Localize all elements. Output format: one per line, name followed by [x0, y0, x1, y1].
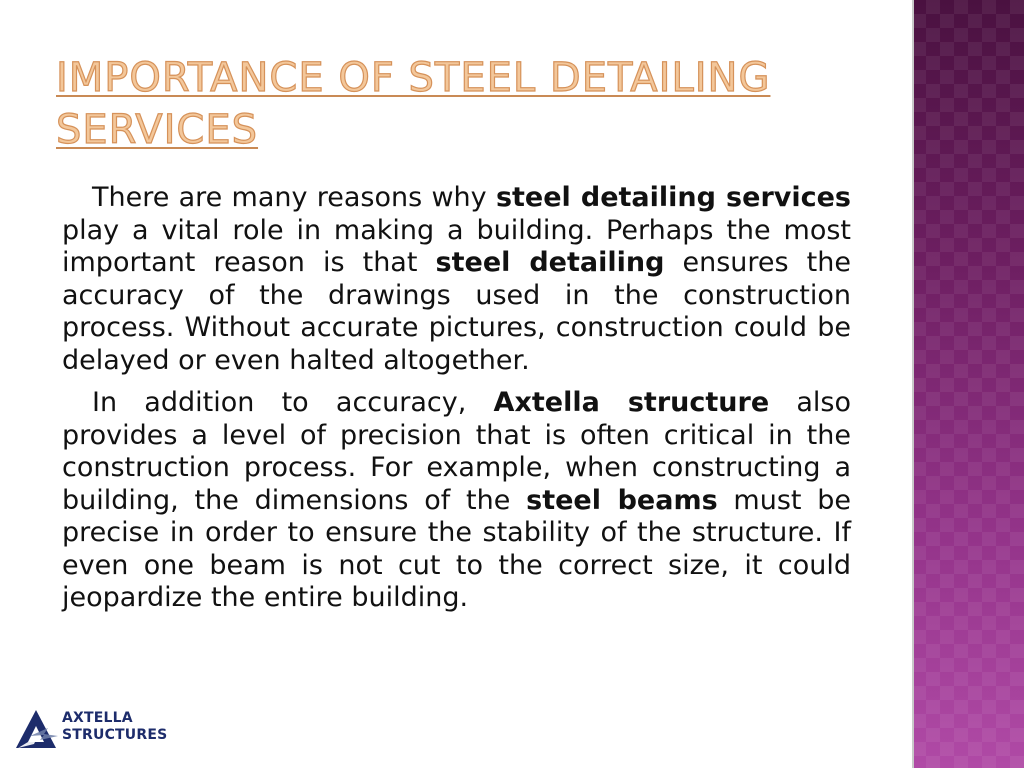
- slide-title-text: IMPORTANCE OF STEEL DETAILING SERVICES: [56, 55, 771, 153]
- slide-body: [62, 182, 851, 625]
- slide-title: [56, 52, 876, 156]
- paragraph-1-bold-run: steel detailing: [435, 247, 665, 278]
- paragraph-2-bold-run: Axtella structure: [493, 387, 770, 418]
- side-band-divider: [912, 0, 914, 768]
- paragraph-1-run: play a vital role in making a building. Perhaps the most important reason is that: [62, 214, 851, 278]
- paragraph-2: [62, 387, 851, 615]
- paragraph-1-run: ensures the accuracy of the drawings used in the construction process. Without accurate pictures, construction could be delayed or even halted altogether.: [62, 247, 851, 376]
- axtella-a-triangle-icon: [14, 706, 64, 750]
- paragraph-1-run: There are many reasons why: [92, 182, 496, 213]
- paragraph-2-bold-run: steel beams: [526, 484, 718, 516]
- decorative-side-band: [912, 0, 1024, 768]
- paragraph-1-bold-run: steel detailing services: [495, 182, 852, 213]
- paragraph-2-run: must be precise in order to ensure the stability of the structure. If even one beam is not cut to the correct size, it could jeopardize the entire building.: [62, 484, 852, 613]
- logo-name-line-2: STRUCTURES: [62, 727, 168, 743]
- paragraph-2-run: In addition to accuracy,: [92, 387, 494, 418]
- logo-name-line-1: AXTELLA: [62, 710, 133, 726]
- axtella-logo: [14, 706, 194, 752]
- paragraph-2-run: also provides a level of precision that is often critical in the construction process. For example, when constructing a building, the dimensions of the: [62, 387, 852, 516]
- side-band-pattern: [912, 0, 1024, 768]
- paragraph-1: [62, 182, 851, 377]
